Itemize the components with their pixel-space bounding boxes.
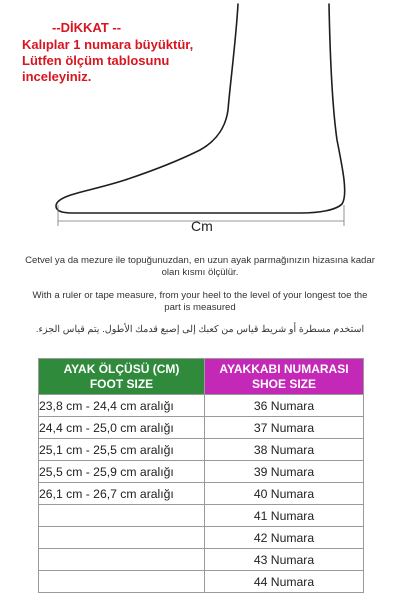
instruction-english: With a ruler or tape measure, from your heel to the level of your longest toe the part is measured (32, 290, 368, 313)
size-table-header-row (39, 359, 364, 395)
shoe-size-header-en: SHOE SIZE (251, 376, 316, 391)
table-row (39, 571, 364, 593)
foot-size-cell: 24,4 cm - 25,0 cm aralığı (39, 417, 205, 439)
foot-size-cell (39, 571, 205, 593)
warning-title: --DİKKAT -- (52, 20, 122, 35)
shoe-size-cell: 37 Numara (205, 417, 364, 439)
size-table (38, 358, 364, 593)
foot-outline (56, 4, 345, 213)
instruction-turkish: Cetvel ya da mezure ile topuğunuzdan, en uzun ayak parmağınızın hizasına kadar olan kısmı ölçülür. (25, 255, 375, 278)
foot-size-cell (39, 505, 205, 527)
foot-size-header (39, 359, 205, 395)
shoe-size-header (205, 359, 364, 395)
shoe-size-cell: 43 Numara (205, 549, 364, 571)
shoe-size-cell: 38 Numara (205, 439, 364, 461)
table-row (39, 417, 364, 439)
foot-size-header-tr: AYAK ÖLÇÜSÜ (CM) (63, 361, 180, 376)
foot-size-header-en: FOOT SIZE (89, 376, 154, 391)
table-row (39, 549, 364, 571)
shoe-size-cell: 44 Numara (205, 571, 364, 593)
foot-size-cell: 25,5 cm - 25,9 cm aralığı (39, 461, 205, 483)
shoe-size-cell: 41 Numara (205, 505, 364, 527)
table-row (39, 439, 364, 461)
shoe-size-cell: 40 Numara (205, 483, 364, 505)
shoe-size-cell: 39 Numara (205, 461, 364, 483)
table-row (39, 505, 364, 527)
foot-size-cell (39, 527, 205, 549)
length-unit-label: Cm (191, 218, 213, 234)
foot-size-cell: 25,1 cm - 25,5 cm aralığı (39, 439, 205, 461)
shoe-size-cell: 36 Numara (205, 395, 364, 417)
warning-line-1: Kalıplar 1 numara büyüktür, (22, 37, 194, 52)
table-row (39, 527, 364, 549)
table-row (39, 395, 364, 417)
foot-outline-icon (0, 0, 400, 240)
table-row (39, 461, 364, 483)
warning-line-3: inceleyiniz. (22, 69, 92, 84)
instruction-arabic: استخدم مسطرة أو شريط قياس من كعبك إلى إصبع قدمك الأطول. يتم قياس الجزء. (35, 324, 365, 335)
shoe-size-header-tr: AYAKKABI NUMARASI (219, 361, 349, 376)
shoe-size-cell: 42 Numara (205, 527, 364, 549)
foot-size-cell: 23,8 cm - 24,4 cm aralığı (39, 395, 205, 417)
table-row (39, 483, 364, 505)
warning-line-2: Lütfen ölçüm tablosunu (22, 53, 170, 68)
foot-size-cell: 26,1 cm - 26,7 cm aralığı (39, 483, 205, 505)
foot-size-cell (39, 549, 205, 571)
size-table-body (39, 395, 364, 593)
